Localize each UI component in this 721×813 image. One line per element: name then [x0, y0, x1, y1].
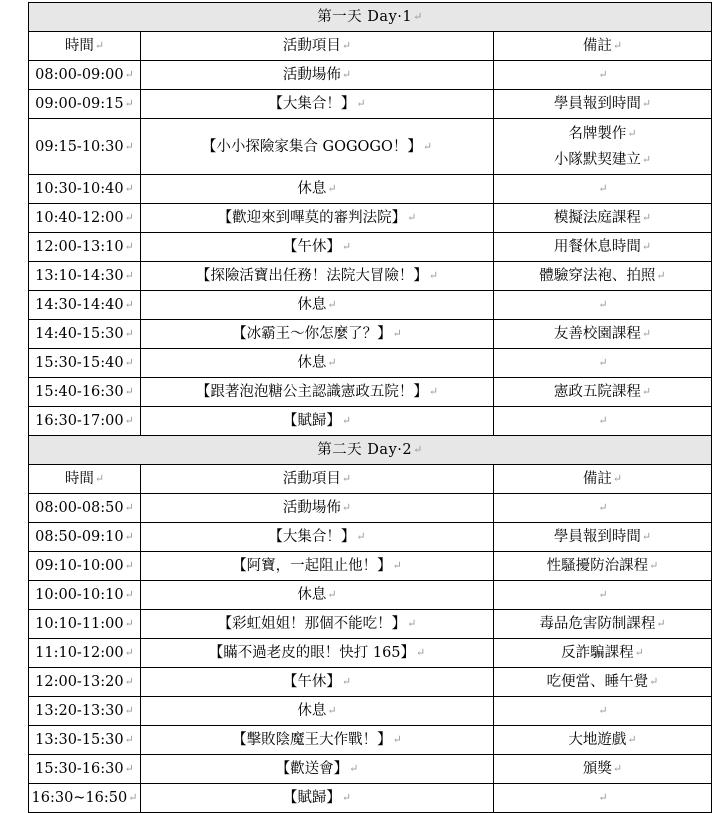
remarks-cell: [494, 119, 712, 175]
time-cell: [29, 90, 141, 119]
remarks-cell: [494, 523, 712, 552]
table-row: [29, 668, 712, 697]
remarks-text: 體驗穿法袍、拍照: [539, 268, 656, 284]
activity-cell: [141, 726, 494, 755]
table-row: [29, 90, 712, 119]
table-row: [29, 233, 712, 262]
remarks-line: [496, 320, 709, 348]
table-row: [29, 610, 712, 639]
remarks-text: 頒獎: [582, 761, 612, 777]
table-row: [29, 407, 712, 436]
time-cell: [29, 262, 141, 291]
paragraph-mark-icon: ↵: [627, 126, 637, 140]
activity-cell: [141, 755, 494, 784]
time-cell: [29, 320, 141, 349]
time-text: 08:00-08:50: [35, 500, 124, 516]
activity-text: 【大集合！】: [268, 529, 356, 545]
paragraph-mark-icon: ↵: [124, 327, 134, 340]
activity-cell: [141, 784, 494, 813]
paragraph-mark-icon: ↵: [124, 704, 134, 717]
remarks-cell: [494, 204, 712, 233]
activity-text: 【午休】: [282, 674, 341, 690]
time-text: 13:20-13:30: [35, 703, 124, 719]
remarks-cell: [494, 378, 712, 407]
activity-text: 【探險活寶出任務！法院大冒險！】: [195, 268, 428, 284]
paragraph-mark-icon: ↵: [598, 588, 608, 601]
activity-text: 活動場佈: [282, 500, 341, 516]
remarks-text: 反詐騙課程: [561, 645, 634, 661]
paragraph-mark-icon: ↵: [641, 152, 652, 166]
paragraph-mark-icon: ↵: [124, 182, 134, 195]
activity-text: 活動場佈: [282, 67, 341, 83]
time-cell: [29, 378, 141, 407]
activity-text: 【小小探險家集合 GOGOGO！】: [201, 138, 422, 155]
time-text: 13:10-14:30: [35, 268, 124, 284]
paragraph-mark-icon: ↵: [124, 559, 134, 572]
paragraph-mark-icon: ↵: [124, 530, 134, 543]
activity-cell: [141, 639, 494, 668]
remarks-cell: [494, 291, 712, 320]
paragraph-mark-icon: ↵: [124, 139, 134, 153]
activity-text: 【跟著泡泡糖公主認識憲政五院！】: [195, 384, 428, 400]
time-cell: [29, 523, 141, 552]
time-text: 10:10-11:00: [35, 616, 124, 632]
paragraph-mark-icon: ↵: [341, 472, 352, 485]
time-cell: [29, 784, 141, 813]
time-cell: [29, 639, 141, 668]
remarks-text: 友善校園課程: [553, 326, 641, 342]
paragraph-mark-icon: ↵: [341, 39, 352, 52]
remarks-line: [496, 233, 709, 261]
remarks-text: 憲政五院課程: [553, 384, 641, 400]
activity-text: 【冰霸王～你怎麼了？】: [232, 326, 392, 342]
paragraph-mark-icon: ↵: [124, 385, 134, 398]
paragraph-mark-icon: ↵: [416, 646, 426, 659]
paragraph-mark-icon: ↵: [598, 414, 608, 427]
paragraph-mark-icon: ↵: [656, 269, 666, 282]
day-title-row: [29, 3, 712, 32]
time-text: 14:30-14:40: [35, 297, 124, 313]
paragraph-mark-icon: ↵: [124, 68, 134, 81]
time-cell: [29, 233, 141, 262]
table-row: [29, 349, 712, 378]
remarks-text: 吃便當、睡午覺: [546, 674, 649, 690]
remarks-text: 小隊默契建立: [553, 151, 641, 168]
remarks-text: 用餐休息時間: [553, 239, 641, 255]
time-text: 16:30~16:50: [31, 790, 128, 806]
remarks-cell: [494, 726, 712, 755]
header-row: [29, 32, 712, 61]
paragraph-mark-icon: ↵: [327, 298, 337, 311]
remarks-line: [496, 121, 709, 147]
activity-cell: [141, 407, 494, 436]
header-activity-text: 活動項目: [282, 471, 341, 487]
paragraph-mark-icon: ↵: [341, 791, 352, 804]
paragraph-mark-icon: ↵: [649, 675, 659, 688]
paragraph-mark-icon: ↵: [349, 762, 359, 775]
paragraph-mark-icon: ↵: [124, 240, 134, 253]
activity-cell: [141, 523, 494, 552]
paragraph-mark-icon: ↵: [649, 559, 659, 572]
paragraph-mark-icon: ↵: [641, 211, 652, 224]
activity-cell: [141, 175, 494, 204]
activity-text: 【午休】: [282, 239, 341, 255]
activity-cell: [141, 320, 494, 349]
header-row: [29, 465, 712, 494]
activity-text: 休息: [297, 703, 327, 719]
schedule-body: [29, 3, 712, 813]
activity-text: 【歡迎來到嗶莫的審判法院】: [217, 210, 407, 226]
paragraph-mark-icon: ↵: [612, 472, 623, 485]
time-text: 10:30-10:40: [35, 181, 124, 197]
remarks-line: [496, 639, 709, 667]
remarks-cell: [494, 175, 712, 204]
activity-text: 休息: [297, 355, 327, 371]
header-activity-text: 活動項目: [282, 38, 341, 54]
paragraph-mark-icon: ↵: [327, 356, 337, 369]
table-row: [29, 320, 712, 349]
paragraph-mark-icon: ↵: [641, 240, 652, 253]
table-row: [29, 581, 712, 610]
day-title-row: [29, 436, 712, 465]
paragraph-mark-icon: ↵: [641, 530, 652, 543]
paragraph-mark-icon: ↵: [392, 559, 402, 572]
time-text: 15:30-15:40: [35, 355, 124, 371]
activity-cell: [141, 119, 494, 175]
header-time: [29, 465, 141, 494]
paragraph-mark-icon: ↵: [327, 588, 337, 601]
paragraph-mark-icon: ↵: [124, 646, 134, 659]
paragraph-mark-icon: ↵: [641, 327, 652, 340]
paragraph-mark-icon: ↵: [428, 269, 439, 282]
activity-text: 【瞞不過老皮的眼！快打 165】: [208, 645, 416, 661]
table-row: [29, 291, 712, 320]
time-cell: [29, 755, 141, 784]
remarks-line: [496, 204, 709, 232]
activity-text: 休息: [297, 181, 327, 197]
table-row: [29, 494, 712, 523]
table-row: [29, 639, 712, 668]
paragraph-mark-icon: ↵: [341, 68, 352, 81]
paragraph-mark-icon: ↵: [598, 356, 608, 369]
time-cell: [29, 407, 141, 436]
remarks-line: [496, 262, 709, 290]
time-text: 11:10-12:00: [35, 645, 124, 661]
paragraph-mark-icon: ↵: [598, 68, 608, 81]
time-cell: [29, 291, 141, 320]
paragraph-mark-icon: ↵: [124, 762, 134, 775]
remarks-cell: [494, 494, 712, 523]
paragraph-mark-icon: ↵: [656, 617, 666, 630]
paragraph-mark-icon: ↵: [341, 240, 352, 253]
paragraph-mark-icon: ↵: [356, 530, 366, 543]
table-row: [29, 204, 712, 233]
paragraph-mark-icon: ↵: [94, 472, 105, 485]
activity-cell: [141, 697, 494, 726]
time-cell: [29, 697, 141, 726]
remarks-cell: [494, 581, 712, 610]
time-text: 08:50-09:10: [35, 529, 124, 545]
paragraph-mark-icon: ↵: [124, 501, 134, 514]
activity-cell: [141, 552, 494, 581]
remarks-text: 大地遊戲: [568, 732, 627, 748]
paragraph-mark-icon: ↵: [124, 97, 134, 110]
header-activity: [141, 465, 494, 494]
header-time-text: 時間: [64, 38, 94, 54]
header-activity: [141, 32, 494, 61]
time-text: 10:40-12:00: [35, 210, 124, 226]
activity-text: 【擊敗陰魔王大作戰！】: [232, 732, 392, 748]
paragraph-mark-icon: ↵: [612, 39, 623, 52]
paragraph-mark-icon: ↵: [612, 762, 623, 775]
activity-cell: [141, 581, 494, 610]
schedule-table: [28, 2, 712, 813]
activity-text: 【歡送會】: [275, 761, 349, 777]
time-text: 10:00-10:10: [35, 587, 124, 603]
paragraph-mark-icon: ↵: [124, 733, 134, 746]
remarks-cell: [494, 262, 712, 291]
time-cell: [29, 349, 141, 378]
time-cell: [29, 119, 141, 175]
time-cell: [29, 726, 141, 755]
activity-text: 休息: [297, 587, 327, 603]
activity-cell: [141, 90, 494, 119]
time-text: 16:30-17:00: [35, 413, 124, 429]
table-row: [29, 755, 712, 784]
header-remarks: [494, 465, 712, 494]
remarks-line: [496, 726, 709, 754]
time-text: 09:15-10:30: [35, 138, 124, 155]
time-text: 12:00-13:20: [35, 674, 124, 690]
paragraph-mark-icon: ↵: [428, 385, 439, 398]
remarks-cell: [494, 784, 712, 813]
paragraph-mark-icon: ↵: [327, 704, 337, 717]
paragraph-mark-icon: ↵: [124, 617, 134, 630]
paragraph-mark-icon: ↵: [128, 791, 138, 804]
activity-cell: [141, 291, 494, 320]
header-time-text: 時間: [64, 471, 94, 487]
remarks-text: 名牌製作: [568, 125, 627, 142]
table-row: [29, 726, 712, 755]
table-row: [29, 784, 712, 813]
paragraph-mark-icon: ↵: [124, 298, 134, 311]
paragraph-mark-icon: ↵: [124, 356, 134, 369]
activity-cell: [141, 262, 494, 291]
activity-cell: [141, 204, 494, 233]
remarks-text: 學員報到時間: [553, 529, 641, 545]
time-text: 15:30-16:30: [35, 761, 124, 777]
time-cell: [29, 610, 141, 639]
paragraph-mark-icon: ↵: [94, 39, 105, 52]
remarks-line: [496, 610, 709, 638]
time-text: 09:10-10:00: [35, 558, 124, 574]
paragraph-mark-icon: ↵: [407, 211, 417, 224]
paragraph-mark-icon: ↵: [413, 10, 423, 23]
remarks-text: 性騷擾防治課程: [546, 558, 649, 574]
activity-cell: [141, 610, 494, 639]
paragraph-mark-icon: ↵: [341, 414, 352, 427]
remarks-cell: [494, 90, 712, 119]
remarks-cell: [494, 349, 712, 378]
time-text: 14:40-15:30: [35, 326, 124, 342]
activity-cell: [141, 233, 494, 262]
remarks-cell: [494, 61, 712, 90]
paragraph-mark-icon: ↵: [407, 617, 417, 630]
table-row: [29, 175, 712, 204]
remarks-cell: [494, 552, 712, 581]
activity-cell: [141, 61, 494, 90]
paragraph-mark-icon: ↵: [327, 182, 337, 195]
paragraph-mark-icon: ↵: [598, 182, 608, 195]
paragraph-mark-icon: ↵: [598, 791, 608, 804]
activity-text: 【賦歸】: [282, 413, 341, 429]
activity-text: 【阿寶，一起阻止他！】: [232, 558, 392, 574]
time-text: 09:00-09:15: [35, 96, 124, 112]
paragraph-mark-icon: ↵: [124, 269, 134, 282]
remarks-line: [496, 668, 709, 696]
remarks-text: 毒品危害防制課程: [539, 616, 656, 632]
day-title-text: 第一天 Day·1: [317, 9, 413, 25]
paragraph-mark-icon: ↵: [641, 385, 652, 398]
remarks-cell: [494, 320, 712, 349]
remarks-line: [496, 523, 709, 551]
paragraph-mark-icon: ↵: [392, 327, 402, 340]
remarks-cell: [494, 610, 712, 639]
remarks-cell: [494, 407, 712, 436]
remarks-cell: [494, 697, 712, 726]
remarks-text: 學員報到時間: [553, 96, 641, 112]
paragraph-mark-icon: ↵: [124, 588, 134, 601]
paragraph-mark-icon: ↵: [341, 501, 352, 514]
paragraph-mark-icon: ↵: [598, 704, 608, 717]
activity-text: 休息: [297, 297, 327, 313]
activity-cell: [141, 378, 494, 407]
day-title: [29, 3, 712, 32]
remarks-line: [496, 378, 709, 406]
header-time: [29, 32, 141, 61]
remarks-line: [496, 147, 709, 173]
time-text: 12:00-13:10: [35, 239, 124, 255]
activity-cell: [141, 668, 494, 697]
table-row: [29, 697, 712, 726]
activity-cell: [141, 494, 494, 523]
time-cell: [29, 175, 141, 204]
paragraph-mark-icon: ↵: [641, 97, 652, 110]
remarks-text: 模擬法庭課程: [553, 210, 641, 226]
paragraph-mark-icon: ↵: [413, 443, 423, 456]
day-title-text: 第二天 Day·2: [317, 442, 413, 458]
header-remarks-text: 備註: [582, 38, 612, 54]
time-text: 13:30-15:30: [35, 732, 124, 748]
time-cell: [29, 61, 141, 90]
activity-cell: [141, 349, 494, 378]
paragraph-mark-icon: ↵: [598, 298, 608, 311]
paragraph-mark-icon: ↵: [598, 501, 608, 514]
table-row: [29, 119, 712, 175]
time-cell: [29, 668, 141, 697]
activity-text: 【賦歸】: [282, 790, 341, 806]
paragraph-mark-icon: ↵: [634, 646, 644, 659]
remarks-line: [496, 552, 709, 580]
remarks-line: [496, 755, 709, 783]
paragraph-mark-icon: ↵: [422, 139, 433, 153]
paragraph-mark-icon: ↵: [341, 675, 352, 688]
activity-text: 【大集合！】: [268, 96, 356, 112]
paragraph-mark-icon: ↵: [627, 733, 637, 746]
table-row: [29, 378, 712, 407]
activity-text: 【彩虹姐姐！那個不能吃！】: [217, 616, 407, 632]
table-row: [29, 523, 712, 552]
time-text: 08:00-09:00: [35, 67, 124, 83]
time-cell: [29, 581, 141, 610]
time-text: 15:40-16:30: [35, 384, 124, 400]
table-row: [29, 262, 712, 291]
day-title: [29, 436, 712, 465]
paragraph-mark-icon: ↵: [124, 211, 134, 224]
remarks-cell: [494, 233, 712, 262]
paragraph-mark-icon: ↵: [392, 733, 402, 746]
remarks-line: [496, 90, 709, 118]
time-cell: [29, 494, 141, 523]
table-row: [29, 61, 712, 90]
paragraph-mark-icon: ↵: [124, 675, 134, 688]
remarks-cell: [494, 639, 712, 668]
header-remarks: [494, 32, 712, 61]
time-cell: [29, 552, 141, 581]
remarks-cell: [494, 668, 712, 697]
remarks-cell: [494, 755, 712, 784]
header-remarks-text: 備註: [582, 471, 612, 487]
table-row: [29, 552, 712, 581]
paragraph-mark-icon: ↵: [356, 97, 366, 110]
paragraph-mark-icon: ↵: [124, 414, 134, 427]
time-cell: [29, 204, 141, 233]
